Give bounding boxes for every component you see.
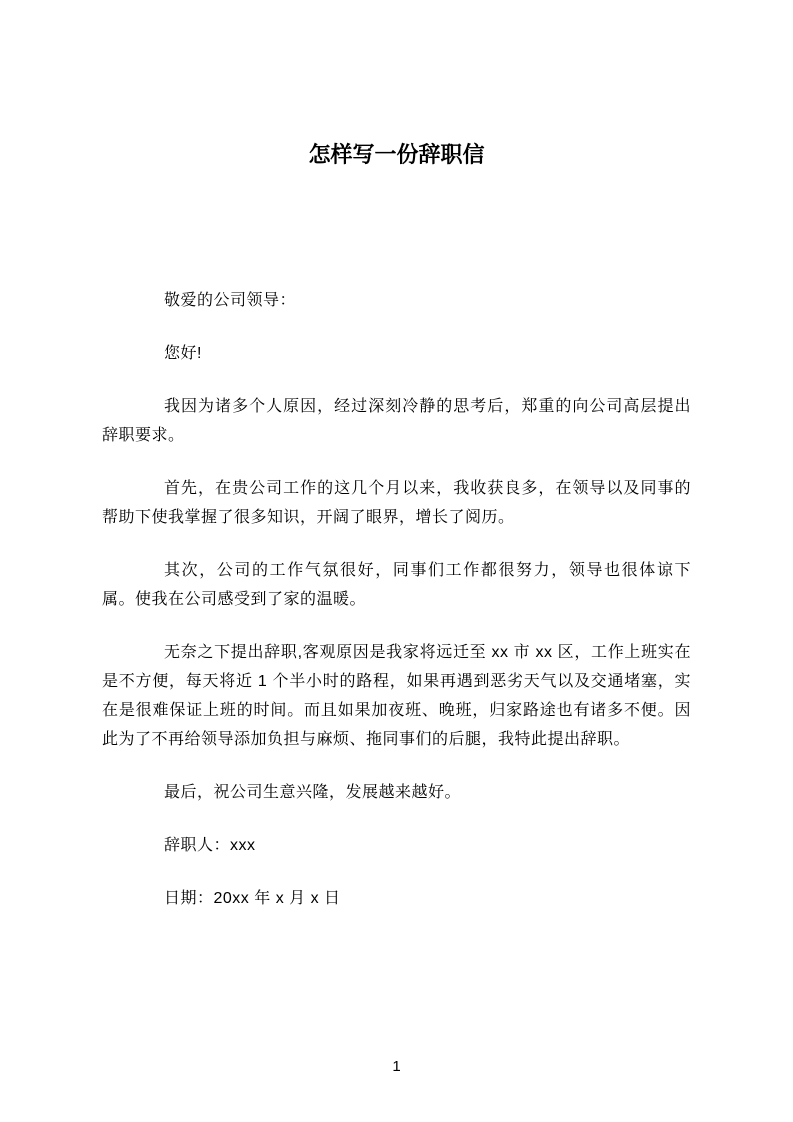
paragraph-salutation: 敬爱的公司领导：	[164, 292, 297, 309]
paragraph-closing: 最后，祝公司生意兴隆，发展越来越好。	[164, 784, 462, 801]
document-body	[102, 286, 691, 913]
paragraph-reason: 无奈之下提出辞职,客观原因是我家将远迁至 xx 市 xx 区，工作上班实在是不方便，每天将近 1 个半小时的路程，如果再遇到恶劣天气以及交通堵塞，实在是很难保证上班的时间。而且如果加夜班、晚班，归家路途也有诸多不便。因此为了不再给领导添加负担与麻烦、拖同事们的后腿，我特此提出辞职。	[102, 644, 691, 748]
paragraph-second-point: 其次，公司的工作气氛很好，同事们工作都很努力，领导也很体谅下属。使我在公司感受到了家的温暖。	[102, 562, 691, 608]
paragraph-signature: 辞职人：xxx	[164, 837, 256, 854]
page-number: 1	[392, 1058, 401, 1075]
paragraph-date: 日期：20xx 年 x 月 x 日	[164, 890, 341, 907]
paragraph-first-point: 首先，在贵公司工作的这几个月以来，我收获良多，在领导以及同事的帮助下使我掌握了很多知识，开阔了眼界，增长了阅历。	[102, 480, 691, 526]
paragraph-intro: 我因为诸多个人原因，经过深刻冷静的思考后，郑重的向公司高层提出辞职要求。	[102, 398, 691, 444]
paragraph-greeting: 您好!	[164, 345, 202, 362]
page-title: 怎样写一份辞职信	[308, 142, 485, 167]
